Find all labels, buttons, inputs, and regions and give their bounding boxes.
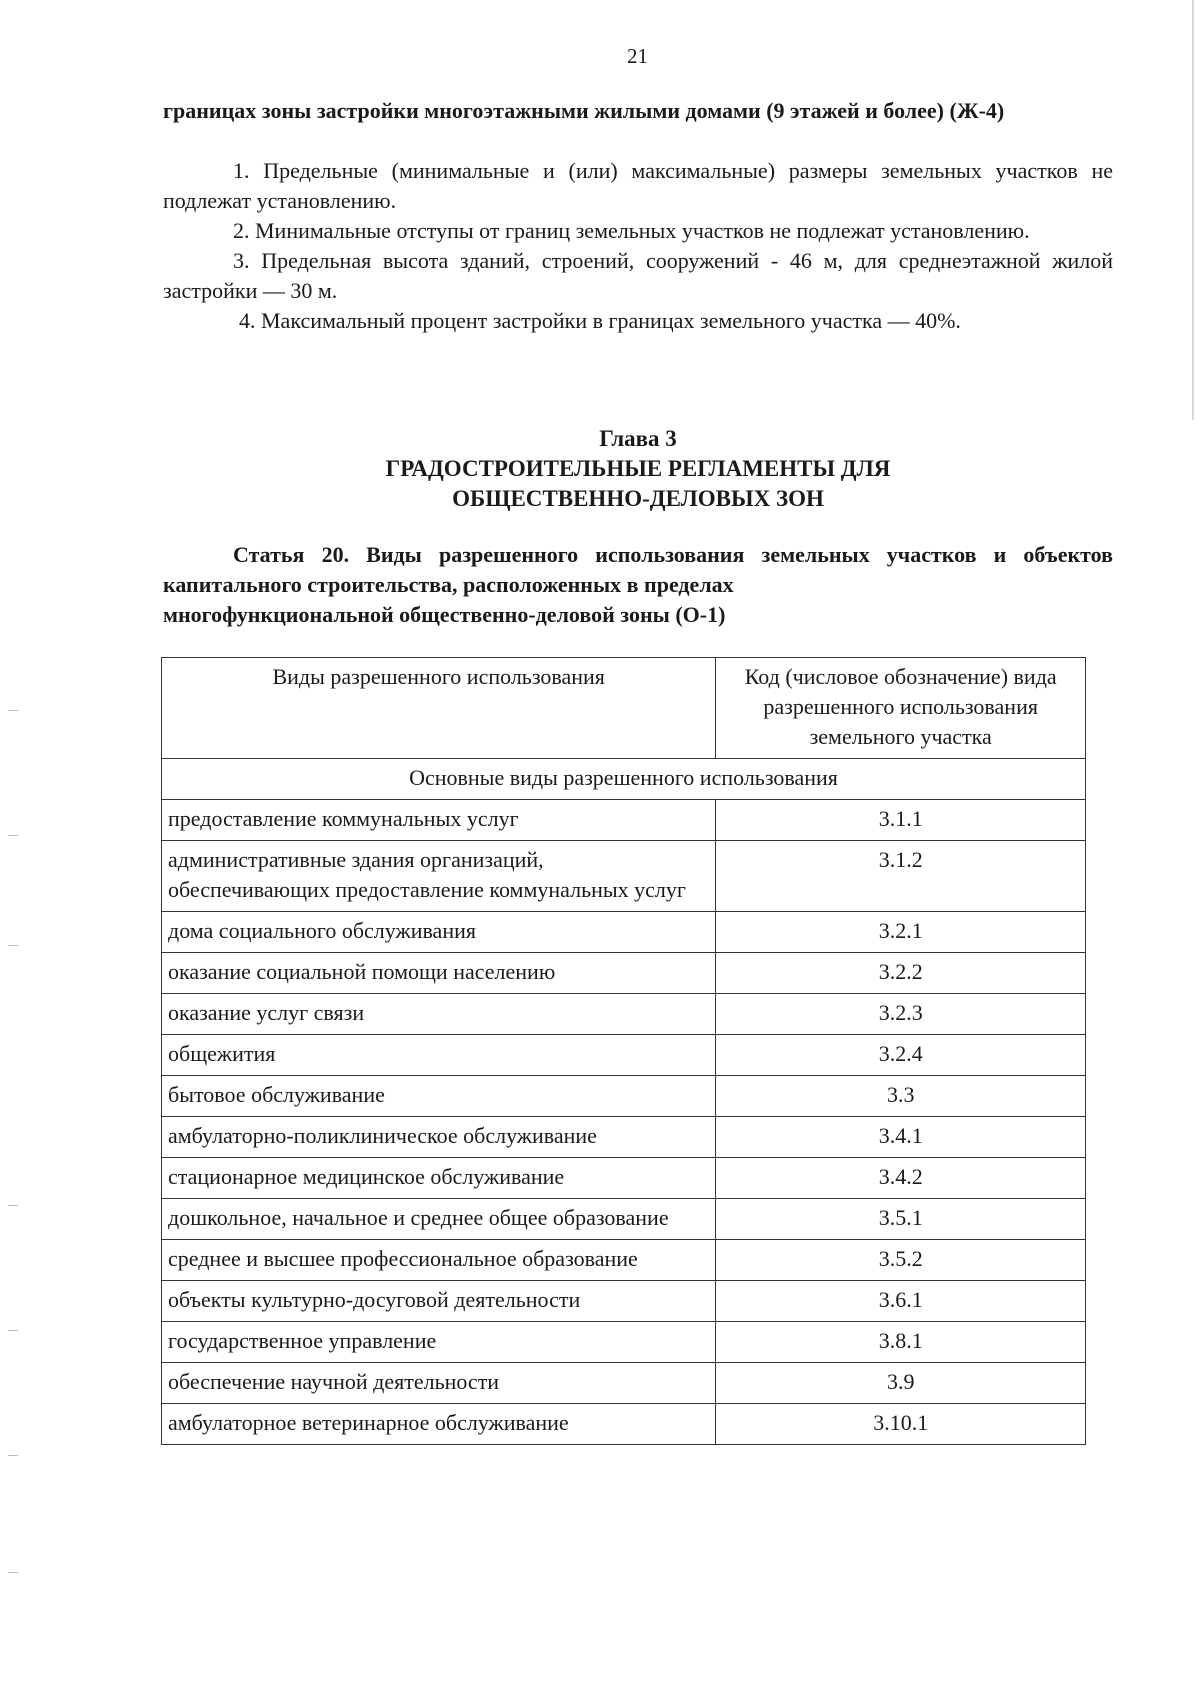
use-name: амбулаторное ветеринарное обслуживание: [162, 1404, 716, 1445]
use-code: 3.9: [716, 1363, 1086, 1404]
scan-mark: [8, 945, 18, 946]
use-name: предоставление коммунальных услуг: [162, 800, 716, 841]
page-number: 21: [627, 44, 648, 68]
paragraph-1: 1. Предельные (минимальные и (или) максимальные) размеры земельных участков не подлежат установлению.: [163, 158, 1113, 213]
article-text: Статья 20. Виды разрешенного использования земельных участков и объектов капитального строительства, расположенных в пределах: [163, 542, 1113, 597]
use-name: амбулаторно-поликлиническое обслуживание: [162, 1117, 716, 1158]
use-code: 3.1.1: [716, 800, 1086, 841]
table-row: [162, 1076, 1086, 1117]
table-row: [162, 953, 1086, 994]
use-name: административные здания организаций, обеспечивающих предоставление коммунальных услуг: [162, 841, 716, 912]
table-row: [162, 800, 1086, 841]
section-title: Основные виды разрешенного использования: [162, 759, 1086, 800]
table-row: [162, 1404, 1086, 1445]
table-header-row: [162, 658, 1086, 759]
use-name: среднее и высшее профессиональное образование: [162, 1240, 716, 1281]
table-row: [162, 1199, 1086, 1240]
use-name: государственное управление: [162, 1322, 716, 1363]
paragraph-2: 2. Минимальные отступы от границ земельных участков не подлежат установлению.: [233, 218, 1030, 243]
permitted-uses-table: [161, 657, 1086, 1445]
use-code: 3.2.4: [716, 1035, 1086, 1076]
use-code: 3.8.1: [716, 1322, 1086, 1363]
use-name: общежития: [162, 1035, 716, 1076]
use-code: 3.3: [716, 1076, 1086, 1117]
use-code: 3.2.3: [716, 994, 1086, 1035]
paragraph-4: 4. Максимальный процент застройки в границах земельного участка — 40%.: [239, 308, 961, 333]
table-row: [162, 1281, 1086, 1322]
paragraphs: [163, 156, 1113, 336]
use-name: стационарное медицинское обслуживание: [162, 1158, 716, 1199]
table-row: [162, 1035, 1086, 1076]
use-code: 3.5.2: [716, 1240, 1086, 1281]
use-code: 3.6.1: [716, 1281, 1086, 1322]
use-name: объекты культурно-досуговой деятельности: [162, 1281, 716, 1322]
use-code: 3.5.1: [716, 1199, 1086, 1240]
header-code: Код (числовое обозначение) вида разрешенного использования земельного участка: [716, 658, 1086, 759]
paragraph-3: 3. Предельная высота зданий, строений, сооружений - 46 м, для среднеэтажной жилой застройки — 30 м.: [163, 248, 1113, 303]
table-row: [162, 994, 1086, 1035]
use-name: оказание социальной помощи населению: [162, 953, 716, 994]
table-section-row: [162, 759, 1086, 800]
use-code: 3.2.1: [716, 912, 1086, 953]
use-name: обеспечение научной деятельности: [162, 1363, 716, 1404]
scan-mark: [8, 1330, 18, 1331]
chapter-heading: [163, 424, 1113, 514]
table-row: [162, 1240, 1086, 1281]
article-heading: [163, 540, 1113, 630]
use-name: дома социального обслуживания: [162, 912, 716, 953]
scan-mark: [8, 710, 18, 711]
use-name: оказание услуг связи: [162, 994, 716, 1035]
scan-mark: [8, 835, 18, 836]
scan-mark: [8, 1572, 18, 1573]
use-name: бытовое обслуживание: [162, 1076, 716, 1117]
use-name: дошкольное, начальное и среднее общее образование: [162, 1199, 716, 1240]
use-code: 3.10.1: [716, 1404, 1086, 1445]
header-use-type: Виды разрешенного использования: [162, 658, 716, 759]
scan-mark: [8, 1455, 18, 1456]
chapter-title-line2: ОБЩЕСТВЕННО-ДЕЛОВЫХ ЗОН: [452, 486, 824, 511]
use-code: 3.4.1: [716, 1117, 1086, 1158]
table-row: [162, 912, 1086, 953]
use-code: 3.4.2: [716, 1158, 1086, 1199]
table-row: [162, 1363, 1086, 1404]
table-row: [162, 1322, 1086, 1363]
use-code: 3.2.2: [716, 953, 1086, 994]
table-row: [162, 1158, 1086, 1199]
chapter-title-line1: ГРАДОСТРОИТЕЛЬНЫЕ РЕГЛАМЕНТЫ ДЛЯ: [385, 456, 891, 481]
heading-continuation: границах зоны застройки многоэтажными жилыми домами (9 этажей и более) (Ж-4): [163, 98, 1005, 123]
article-last-line: многофункциональной общественно-деловой зоны (О-1): [163, 602, 726, 627]
scan-mark: [8, 1205, 18, 1206]
use-code: 3.1.2: [716, 841, 1086, 912]
table-row: [162, 841, 1086, 912]
chapter-number: Глава 3: [599, 426, 677, 451]
table-row: [162, 1117, 1086, 1158]
